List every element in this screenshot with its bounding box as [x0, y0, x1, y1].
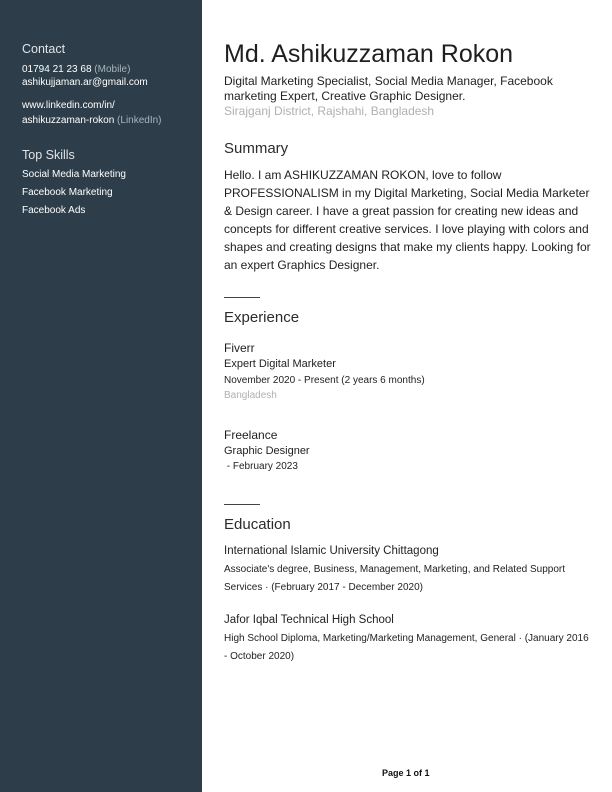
- experience-title: Experience: [224, 309, 300, 326]
- page-number: Page 1 of 1: [382, 768, 430, 778]
- linkedin-link-line1[interactable]: www.linkedin.com/in/: [22, 100, 115, 111]
- experience-company: Fiverr: [224, 341, 255, 355]
- experience-dates: - February 2023: [224, 461, 298, 472]
- education-title: Education: [224, 516, 291, 533]
- phone-note: (Mobile): [94, 64, 131, 75]
- experience-dates: November 2020 - Present (2 years 6 months): [224, 375, 425, 386]
- section-divider: [224, 297, 260, 298]
- linkedin-line2: [22, 115, 162, 126]
- experience-role: Expert Digital Marketer: [224, 358, 336, 370]
- skill-item: Social Media Marketing: [22, 169, 126, 180]
- education-school: Jafor Iqbal Technical High School: [224, 614, 394, 626]
- person-name: Md. Ashikuzzaman Rokon: [224, 40, 514, 68]
- experience-company: Freelance: [224, 428, 278, 442]
- skill-item: Facebook Ads: [22, 205, 86, 216]
- education-school: International Islamic University Chittagong: [224, 545, 439, 557]
- summary-title: Summary: [224, 140, 289, 157]
- phone-line: [22, 64, 130, 75]
- headline: Digital Marketing Specialist, Social Media Manager, Facebook marketing Expert, Creative Graphic Designer.: [224, 74, 553, 103]
- education-degree: Associate's degree, Business, Management, Marketing, and Related Support Services · (February 2017 - December 2020): [224, 564, 565, 593]
- location: Sirajganj District, Rajshahi, Bangladesh: [224, 104, 435, 118]
- skill-item: Facebook Marketing: [22, 187, 113, 198]
- phone-number[interactable]: 01794 21 23 68: [22, 64, 92, 75]
- summary-text: Hello. I am ASHIKUZZAMAN ROKON, love to follow PROFESSIONALISM in my Digital Marketing, Social Media Marketer & Design career. I have a great passion for creating new ideas and concepts for different creative services. I love playing with colors and shapes and creating designs that make my clients happy. Looking for an expert Graphics Designer.: [224, 168, 591, 272]
- email-link[interactable]: ashikujjaman.ar@gmail.com: [22, 77, 148, 88]
- experience-role: Graphic Designer: [224, 445, 310, 457]
- experience-location: Bangladesh: [224, 390, 277, 401]
- sidebar: [0, 0, 202, 792]
- education-degree: High School Diploma, Marketing/Marketing Management, General · (January 2016 - October 2020): [224, 633, 589, 662]
- section-divider: [224, 504, 260, 505]
- linkedin-link-line2[interactable]: ashikuzzaman-rokon: [22, 115, 115, 126]
- linkedin-note: (LinkedIn): [117, 115, 162, 126]
- top-skills-heading: Top Skills: [22, 148, 75, 162]
- contact-heading: Contact: [22, 42, 66, 56]
